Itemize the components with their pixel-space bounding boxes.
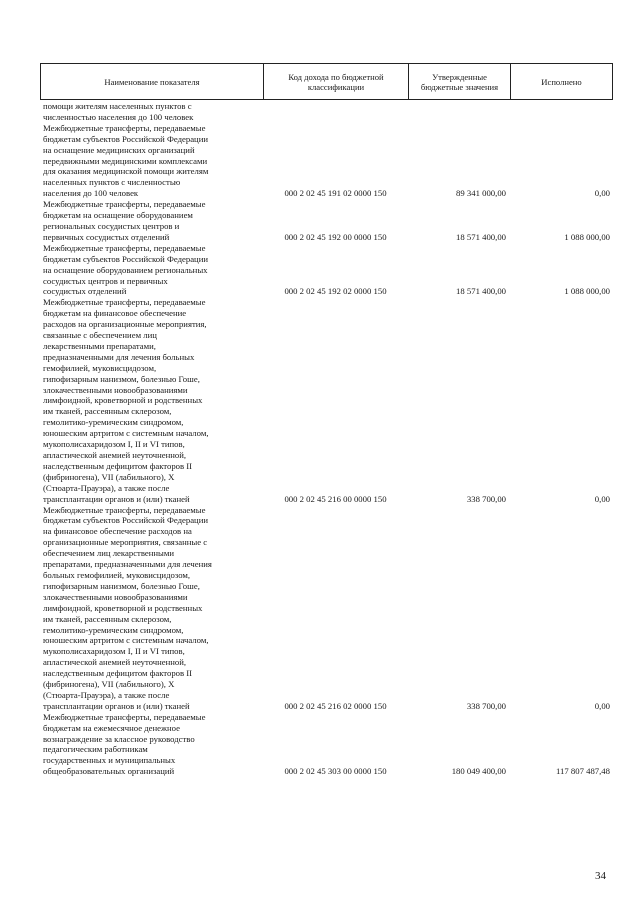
table-row bbox=[40, 123, 612, 199]
table-row bbox=[40, 712, 612, 777]
row-name: Межбюджетные трансферты, передаваемые бюджетам субъектов Российской Федерации на оснащение оборудованием региональных сосудистых центров и первичных сосудистых отделений bbox=[43, 242, 209, 297]
row-code: 000 2 02 45 216 02 0000 150 bbox=[284, 700, 387, 711]
table-header bbox=[40, 63, 613, 100]
row-executed: 1 088 000,00 bbox=[564, 231, 610, 242]
row-name: Межбюджетные трансферты, передаваемые бюджетам на оснащение оборудованием региональных сосудистых центров и первичных сосудистых отделений bbox=[43, 199, 206, 242]
row-approved: 180 049 400,00 bbox=[451, 766, 506, 777]
table-row bbox=[40, 243, 612, 298]
table-row bbox=[40, 505, 612, 712]
header-executed: Исполнено bbox=[511, 64, 613, 100]
table-row bbox=[40, 297, 612, 504]
row-executed: 0,00 bbox=[594, 188, 610, 199]
header-approved: Утвержденные бюджетные значения bbox=[409, 64, 511, 100]
table-row bbox=[40, 199, 612, 243]
row-approved: 18 571 400,00 bbox=[456, 286, 506, 297]
row-approved: 18 571 400,00 bbox=[456, 231, 506, 242]
page-number: 34 bbox=[595, 870, 606, 882]
row-approved: 338 700,00 bbox=[466, 700, 506, 711]
row-name: Межбюджетные трансферты, передаваемые бюджетам на ежемесячное денежное вознаграждение за классное руководство педагогическим работникам государственных и муниципальных общеобразовательных организаций bbox=[43, 711, 206, 777]
row-code: 000 2 02 45 192 02 0000 150 bbox=[284, 286, 387, 297]
row-code: 000 2 02 45 192 00 0000 150 bbox=[284, 231, 387, 242]
row-executed: 117 807 487,48 bbox=[556, 766, 610, 777]
row-approved: 89 341 000,00 bbox=[456, 188, 506, 199]
row-code: 000 2 02 45 303 00 0000 150 bbox=[284, 766, 387, 777]
row-name: Межбюджетные трансферты, передаваемые бюджетам субъектов Российской Федерации на финансовое обеспечение расходов на организационные мероприятия, связанные с обеспечением лиц лекарственными препаратами, предназначенными для лечения больных гемофилией, муковисцидозом, гипофизарным нанизмом, болезнью Гоше, злокачественными новообразованиями лимфоидной, кроветворной и родственных им тканей, рассеянным склерозом, гемолитико-уремическим синдромом, юношеским артритом с системным началом, мукополисахаридозом I, II и VI типов, апластической анемией неуточненной, наследственным дефицитом факторов II (фибриногена), VII (лабильного), X (Стюарта-Прауэра), а также после трансплантации органов и (или) тканей bbox=[43, 504, 212, 711]
row-executed: 0,00 bbox=[594, 493, 610, 504]
row-approved: 338 700,00 bbox=[466, 493, 506, 504]
row-name: Межбюджетные трансферты, передаваемые бюджетам субъектов Российской Федерации на оснащение медицинских организаций передвижными медицинскими комплексами для оказания медицинской помощи жителям населенных пунктов с численностью населения до 100 человек bbox=[43, 122, 209, 199]
row-code: 000 2 02 45 216 00 0000 150 bbox=[284, 493, 387, 504]
table-body bbox=[40, 101, 612, 777]
header-name: Наименование показателя bbox=[41, 64, 264, 100]
row-code: 000 2 02 45 191 02 0000 150 bbox=[284, 188, 387, 199]
row-name: Межбюджетные трансферты, передаваемые бюджетам на финансовое обеспечение расходов на организационные мероприятия, связанные с обеспечением лиц лекарственными препаратами, предназначенными для лечения больных гемофилией, муковисцидозом, гипофизарным нанизмом, болезнью Гоше, злокачественными новообразованиями лимфоидной, кроветворной и родственных им тканей, рассеянным склерозом, гемолитико-уремическим синдромом, юношеским артритом с системным началом, мукополисахаридозом I, II и VI типов, апластической анемией неуточненной, наследственным дефицитом факторов II (фибриногена), VII (лабильного), X (Стюарта-Прауэра), а также после трансплантации органов и (или) тканей bbox=[43, 297, 209, 504]
table-row bbox=[40, 101, 612, 123]
header-code: Код дохода по бюджетной классификации bbox=[264, 64, 409, 100]
row-name: помощи жителям населенных пунктов с численностью населения до 100 человек bbox=[43, 101, 194, 122]
row-executed: 1 088 000,00 bbox=[564, 286, 610, 297]
row-executed: 0,00 bbox=[594, 700, 610, 711]
